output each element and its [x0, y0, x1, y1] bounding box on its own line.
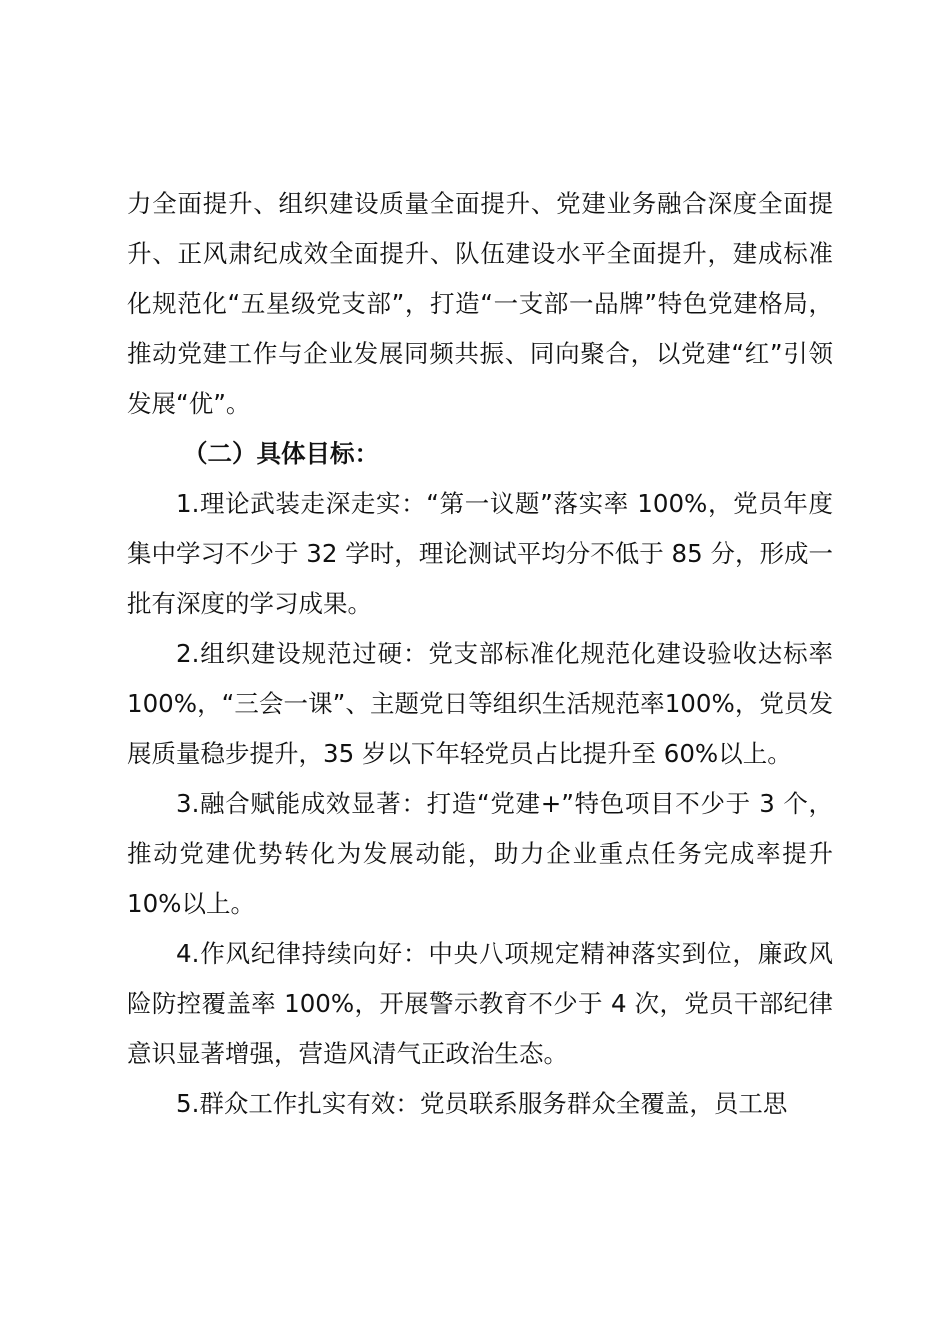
goal-item-5-mass-work: 5.群众工作扎实有效：党员联系服务群众全覆盖，员工思	[176, 1089, 788, 1118]
goal-item-4-discipline: 4.作风纪律持续向好：中央八项规定精神落实到位，廉政风险防控覆盖率 100%，开展警示教育不少于 4 次，党员干部纪律意识显著增强，营造风清气正政治生态。	[127, 939, 833, 1068]
goal-item-1-theory: 1.理论武装走深走实：“第一议题”落实率 100%，党员年度集中学习不少于 32 学时，理论测试平均分不低于 85 分，形成一批有深度的学习成果。	[127, 489, 833, 618]
section-heading-specific-goals: （二）具体目标：	[183, 439, 379, 468]
goal-item-3-integration: 3.融合赋能成效显著：打造“党建+”特色项目不少于 3 个，推动党建优势转化为发展动能，助力企业重点任务完成率提升 10%以上。	[127, 789, 833, 918]
paragraph-overall-goal-continuation: 力全面提升、组织建设质量全面提升、党建业务融合深度全面提升、正风肃纪成效全面提升、队伍建设水平全面提升，建成标准化规范化“五星级党支部”，打造“一支部一品牌”特色党建格局，推动党建工作与企业发展同频共振、同向聚合，以党建“红”引领发展“优”。	[127, 189, 833, 418]
document-page	[127, 179, 833, 1129]
goal-item-2-organization: 2.组织建设规范过硬：党支部标准化规范化建设验收达标率 100%，“三会一课”、主题党日等组织生活规范率100%，党员发展质量稳步提升，35 岁以下年轻党员占比提升至 60%以上。	[127, 639, 833, 768]
